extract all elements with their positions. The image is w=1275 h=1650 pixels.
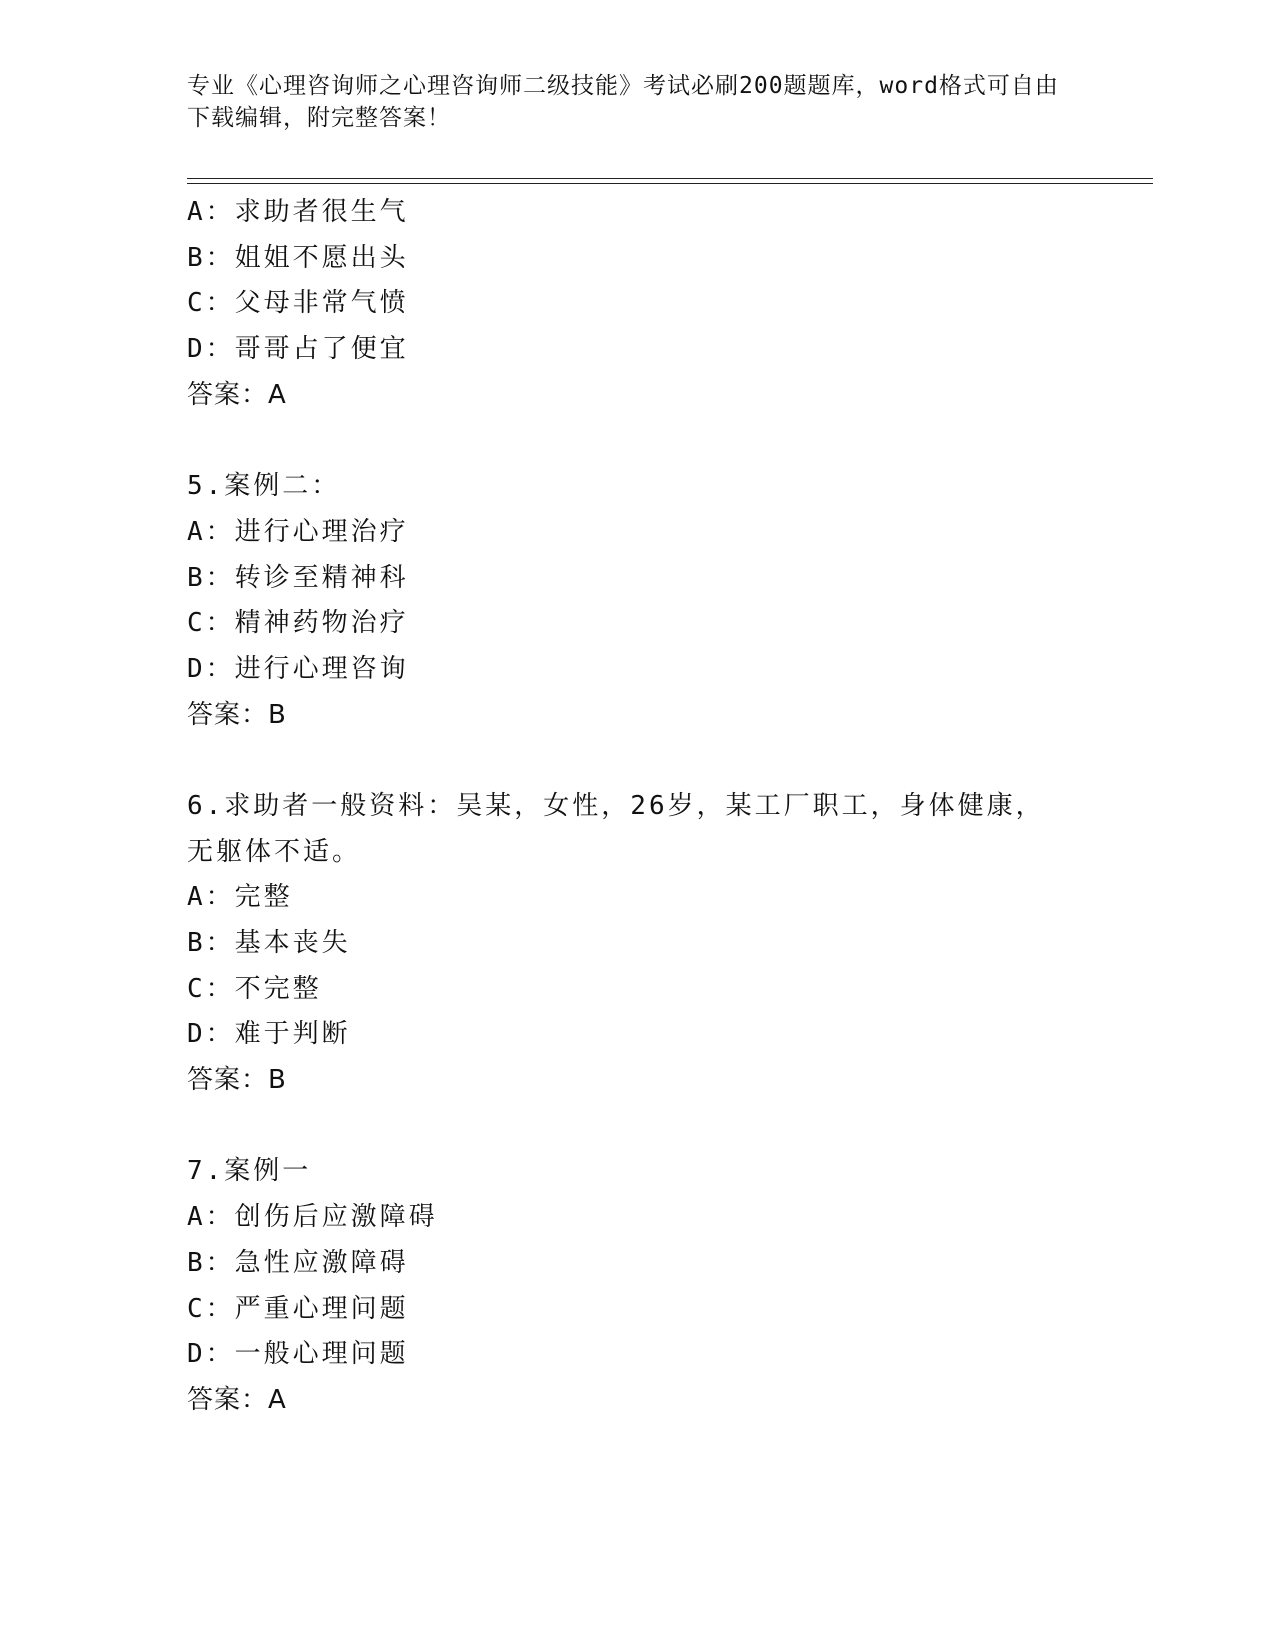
question-stem: 7.案例一: [187, 1156, 312, 1187]
answer-line: 答案：B: [187, 1065, 287, 1096]
question-7: [187, 1149, 1087, 1423]
option-c: C：严重心理问题: [187, 1293, 409, 1324]
option-b: B：急性应激障碍: [187, 1247, 409, 1278]
question-6: [187, 784, 1087, 1104]
document-header: 专业《心理咨询师之心理咨询师二级技能》考试必刷200题题库，word格式可自由下载编辑，附完整答案！: [187, 73, 1059, 131]
option-a: A：创伤后应激障碍: [187, 1202, 438, 1233]
option-b: B：姐姐不愿出头: [187, 242, 409, 273]
question-list: [187, 190, 1087, 1424]
option-a: A：求助者很生气: [187, 197, 409, 227]
option-a: A：进行心理治疗: [187, 516, 409, 547]
header-divider-top: [187, 178, 1153, 179]
question-4: [187, 190, 1087, 418]
spacer: [187, 738, 1087, 784]
question-5: [187, 464, 1087, 738]
option-c: C：不完整: [187, 973, 322, 1004]
option-a: A：完整: [187, 882, 293, 913]
option-d: D：一般心理问题: [187, 1339, 409, 1370]
option-d: D：哥哥占了便宜: [187, 334, 409, 365]
option-d: D：进行心理咨询: [187, 653, 409, 684]
option-b: B：基本丧失: [187, 928, 351, 959]
question-stem: 6.求助者一般资料：吴某，女性，26岁，某工厂职工，身体健康，无躯体不适。: [187, 790, 1045, 867]
answer-line: 答案：B: [187, 699, 287, 730]
spacer: [187, 418, 1087, 464]
question-stem: 5.案例二：: [187, 471, 341, 502]
answer-line: 答案：A: [187, 379, 287, 410]
option-d: D：难于判断: [187, 1019, 351, 1050]
answer-line: 答案：A: [187, 1384, 287, 1415]
option-c: C：精神药物治疗: [187, 608, 409, 639]
header-divider-bottom: [187, 183, 1153, 184]
option-c: C：父母非常气愤: [187, 288, 409, 319]
option-b: B：转诊至精神科: [187, 562, 409, 593]
spacer: [187, 1104, 1087, 1150]
